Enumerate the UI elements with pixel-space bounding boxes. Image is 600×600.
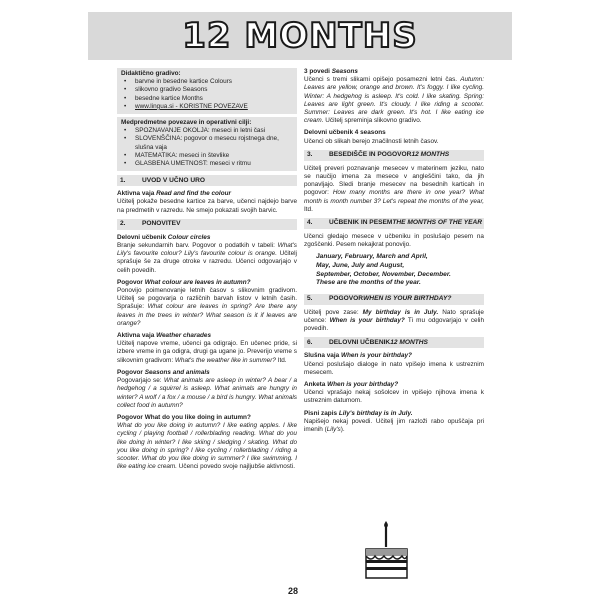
activity-survey — [304, 381, 484, 406]
activity-writing — [304, 410, 484, 435]
activity-title: Slušna vaja When is your birthday? — [304, 352, 412, 360]
cross-curricular-box — [117, 117, 297, 171]
section-header-4: 4. UČBENIK IN PESEM THE MONTHS OF THE YEAR — [304, 218, 484, 229]
activity-colour-circles — [117, 234, 297, 275]
left-column — [117, 68, 297, 475]
page-title: 12 MONTHS — [182, 16, 418, 56]
activity-weather-charades — [117, 332, 297, 365]
activity-text: What do you like doing in autumn? I like eating apples. I like cycling / playing football / rollerblading reading. What do you like doing in winter? I like skiing / sledging / skating. What do you like doing in spring? I like cycling / rollerblading / riding a scooter. What do you like doing in summer? I like swimming. I like eating ice cream. Učenci povedo svoje najljubše aktivnosti. — [117, 422, 297, 471]
activity-seasons-animals — [117, 369, 297, 410]
list-item: • GLASBENA UMETNOST: meseci v ritmu — [121, 160, 293, 168]
months-poem — [316, 253, 484, 287]
activity-title: Pogovor Seasons and animals — [117, 368, 210, 376]
right-column — [304, 68, 484, 438]
activity-title: Pogovor What colour are leaves in autumn? — [117, 278, 251, 286]
activity-text: Napišejo nekaj povedi. Učitelj jim razloži rabo opuščaja pri imenih (Lily's). — [304, 417, 484, 434]
lingua-link[interactable]: • www.lingua.si - KORISTNE POVEZAVE — [121, 103, 293, 111]
activity-title: Aktivna vaja Weather charades — [117, 332, 212, 340]
activity-text: Učenci ob slikah berejo značilnosti letnih časov. — [304, 137, 439, 145]
list-item: • MATEMATIKA: meseci in števlike — [121, 152, 293, 160]
list-item: • besedne kartice Months — [121, 95, 293, 103]
activity-text: Branje sekundarnih barv. Pogovor o podatkih v tabeli: What's Lily's favourite colour? Lily's favourite colour is orange. Učitelj sprašuje še za druge otroke v razredu. Učenci odgovarjajo v celih povedih. — [117, 242, 297, 274]
cross-curricular-heading: Medpredmetne povezave in operativni cilji: — [121, 119, 252, 127]
list-item: • barvne in besedne kartice Colours — [121, 78, 293, 86]
list-item: • SPOZNAVANJE OKOLJA: meseci in letni časi — [121, 127, 293, 135]
activity-text: Učitelj pokaže besedne kartice za barve, učenci najdejo barve na predmetih v razredu. Ne smejo pokazati svojih barvic. — [117, 198, 297, 214]
activity-title: Delovni učbenik 4 seasons — [304, 129, 386, 137]
activity-text: Učenci s tremi slikami opišejo posamezni letni čas. Autumn: Leaves are yellow, orange and brown. It's foggy. I like cycling. Winter: A hedgehog is asleep. It's cold. I like skating. Spring: Leaves are light green. It's cloudy. I like riding a scooter. Summer: Leaves are dark green. It's hot. I like eating ice cream. Učitelj spreminja slikovno gradivo. — [304, 76, 484, 125]
page-number: 28 — [288, 586, 299, 596]
list-item: • SLOVENŠČINA: pogovor o mesecu rojstnega dne, slušna vaja — [121, 135, 293, 151]
activity-title: 3 povedi Seasons — [304, 68, 358, 75]
materials-heading: Didaktično gradivo: — [121, 70, 181, 77]
activity-leaves-colour — [117, 279, 297, 328]
activity-text: Učenci poslušajo dialoge in nato vpišejo imena k ustreznim mesecem. — [304, 360, 484, 376]
activity-title: Delovni učbenik Colour circles — [117, 233, 211, 241]
activity-text: Učitelj pove zase: My birthday is in July. Nato sprašuje učence: When is your birthday? Ti mu odgovarjajo v celih povedih. — [304, 308, 484, 333]
poem-line: September, October, November, December. — [316, 270, 451, 278]
materials-box — [117, 68, 297, 114]
activity-title: Pisni zapis Lily's birthday is in July. — [304, 409, 413, 417]
cross-curricular-list — [121, 127, 293, 168]
poem-line: January, February, March and April, — [316, 253, 428, 261]
poem-line: These are the months of the year. — [316, 279, 421, 287]
poem-line: May, June, July and August, — [316, 262, 405, 270]
activity-title: Pogovor What do you like doing in autumn? — [117, 413, 251, 421]
activity-3-sentences-seasons — [304, 68, 484, 125]
title-banner — [88, 12, 512, 60]
activity-title: Anketa When is your birthday? — [304, 381, 399, 389]
vocabulary-text — [304, 165, 484, 214]
activity-text: Učitelj napove vreme, učenci ga odigrajo. En učenec pride, si izbere vreme in ga odigra, drugi ga ugane jo. Preverijo vreme s slikovnim gradivom: What's the weather like in summer? Itd. — [117, 340, 297, 364]
activity-text: Pogovarjajo se: What animals are asleep in winter? A bear / a hedgehog / a squirrel is asleep. What animals are hungry in winter? A wolf / a fox / a mouse / a bird is hungry. What animals collect food in autumn? — [117, 377, 298, 409]
section-header-6: 6. DELOVNI UČBENIK 12 MONTHS — [304, 337, 484, 348]
activity-read-find-colour — [117, 190, 297, 215]
activity-text: Učenci gledajo mesece v učbeniku in poslušajo pesem na zgoščenki. Pesem nekajkrat ponovijo. — [304, 233, 484, 249]
section-header-3: 3. BESEDIŠČE IN POGOVOR 12 MONTHS — [304, 150, 484, 161]
birthday-cake-icon — [357, 520, 415, 582]
activity-4-seasons — [304, 129, 484, 145]
birthday-conversation — [304, 309, 484, 334]
materials-list — [121, 78, 293, 111]
activity-listening — [304, 352, 484, 377]
activity-text: Učenci vprašajo nekaj sošolcev in vpišejo njihova imena k ustreznim datumom. — [304, 389, 484, 405]
song-text — [304, 233, 484, 249]
list-item: • slikovno gradivo Seasons — [121, 86, 293, 94]
section-header-1: 1. UVOD V UČNO URO — [117, 175, 297, 186]
section-header-5: 5. POGOVOR WHEN IS YOUR BIRTHDAY? — [304, 294, 484, 305]
activity-title: Aktivna vaja Read and find the colour — [117, 190, 231, 198]
activity-text: Ponovijo poimenovanje letnih časov s slikovnim gradivom. Učitelj se pogovarja o različnih barvah listov v letnih časih. Sprašuje: What colour are leaves in spring? Are there any leaves in the trees in winter? What season is it if leaves are orange? — [117, 287, 297, 327]
activity-what-do-you-like — [117, 414, 297, 471]
activity-text: Učitelj preveri poznavanje mesecev v materinem jeziku, nato se naučijo imena za mesece v angleščini tako, da jih ponavljajo. Sledi branje mesecev na besednih karticah in pogovor: How many months are there in one year? What month is month number 3? Let's repeat the months of the year, Itd. — [304, 164, 484, 213]
section-header-2: 2. PONOVITEV — [117, 219, 297, 230]
